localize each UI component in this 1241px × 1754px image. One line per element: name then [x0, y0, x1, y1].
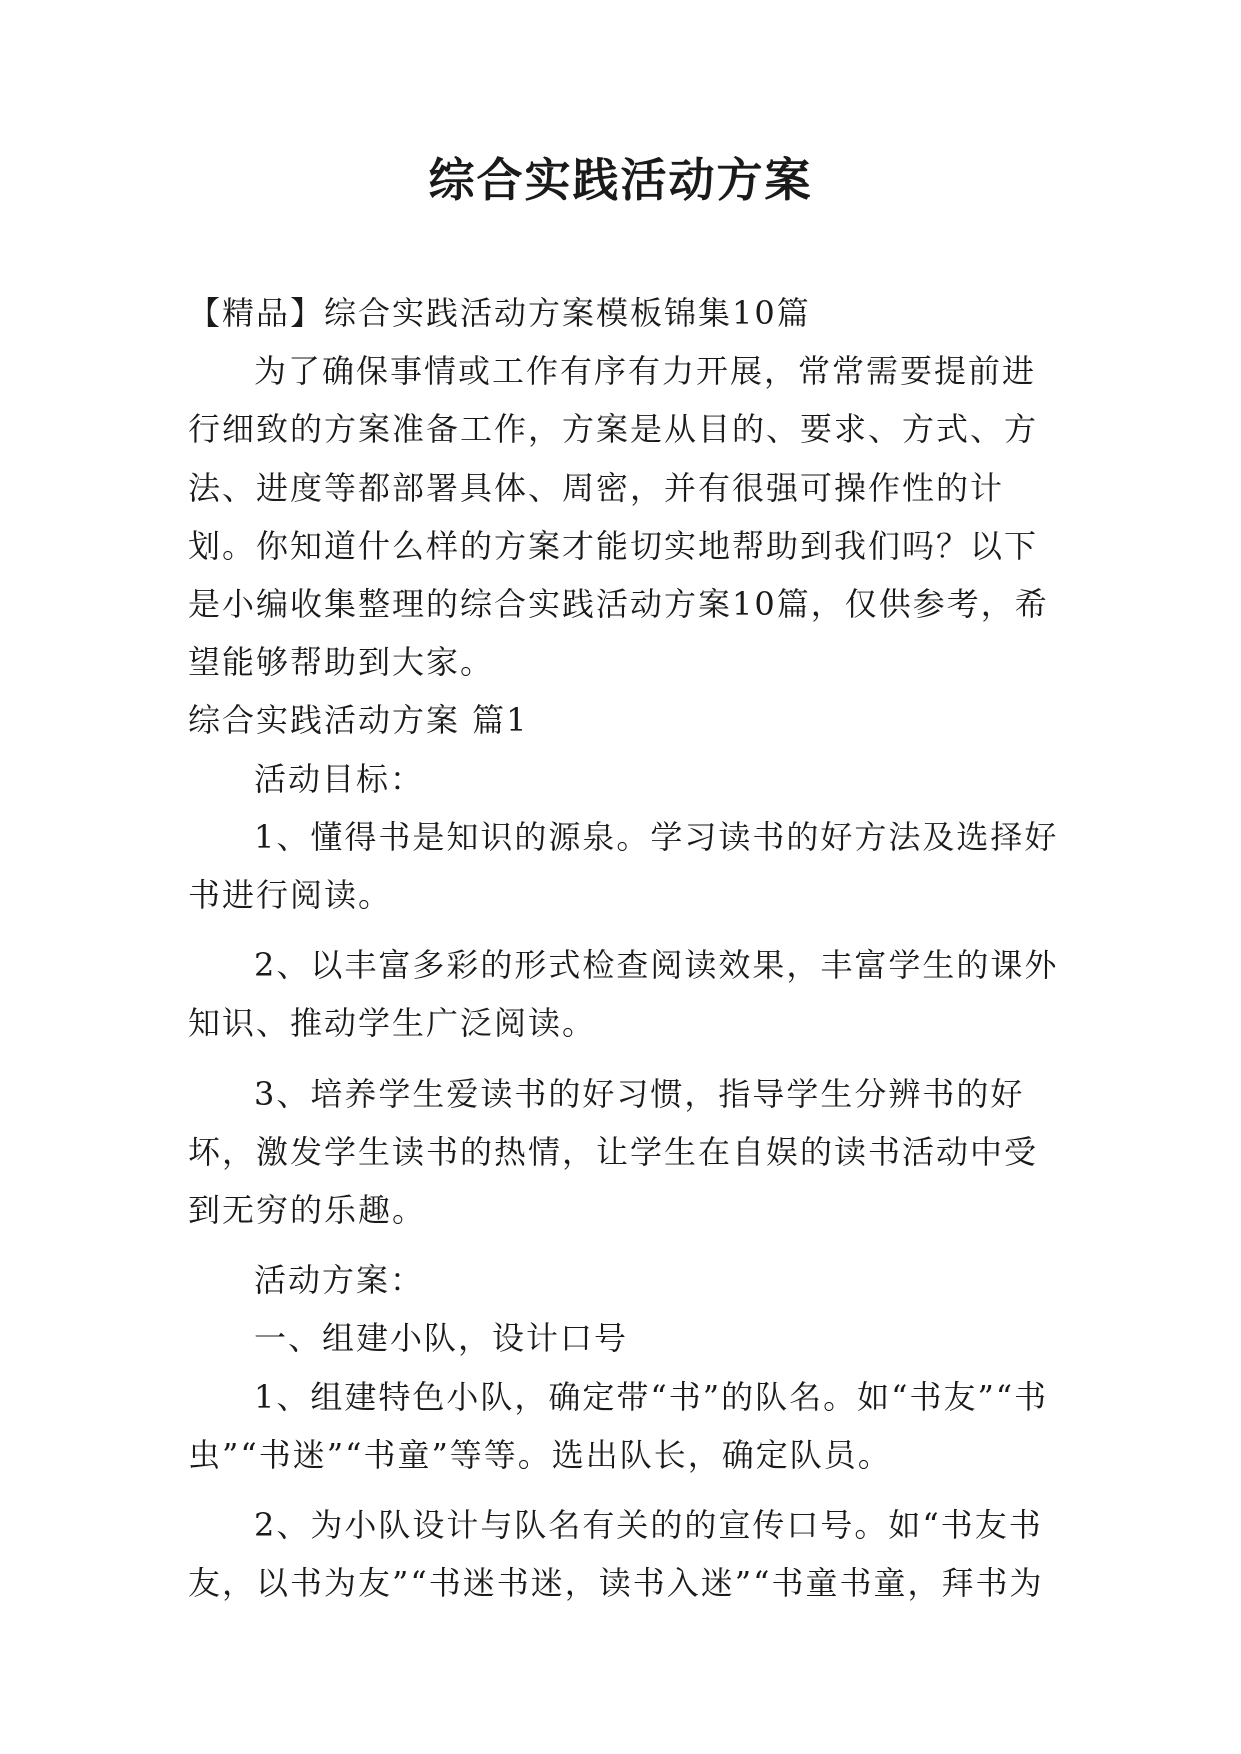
paragraph: 1、组建特色小队，确定带“书”的队名。如“书友”“书虫”“书迷”“书童”等等。选出队长，确定队员。: [188, 1377, 1049, 1474]
paragraph: 2、为小队设计与队名有关的的宣传口号。如“书友书友，以书为友”“书迷书迷，读书入迷”“书童书童，拜书为: [188, 1506, 1044, 1603]
paragraph: 1、懂得书是知识的源泉。学习读书的好方法及选择好书进行阅读。: [188, 817, 1059, 915]
document-title: 综合实践活动方案: [428, 153, 813, 207]
paragraph: 3、培养学生爱读书的好习惯，指导学生分辨书的好坏，激发学生读书的热情，让学生在自娱的读书活动中受到无穷的乐趣。: [188, 1074, 1039, 1230]
paragraph: 一、组建小队，设计口号: [254, 1319, 629, 1358]
paragraph: 2、以丰富多彩的形式检查阅读效果，丰富学生的课外知识、推动学生广泛阅读。: [188, 946, 1059, 1043]
paragraph: 【精品】综合实践活动方案模板锦集10篇: [188, 294, 811, 332]
paragraph: 综合实践活动方案 篇1: [188, 701, 529, 740]
paragraph: 活动目标：: [254, 759, 425, 798]
paragraph: 为了确保事情或工作有序有力开展，常常需要提前进行细致的方案准备工作，方案是从目的、要求、方式、方法、进度等都部署具体、周密，并有很强可操作性的计划。你知道什么样的方案才能切实地帮助到我们吗？以下是小编收集整理的综合实践活动方案10篇，仅供参考，希望能够帮助到大家。: [188, 352, 1049, 682]
paragraph: 活动方案：: [254, 1261, 425, 1300]
document-body: [188, 284, 1068, 1612]
